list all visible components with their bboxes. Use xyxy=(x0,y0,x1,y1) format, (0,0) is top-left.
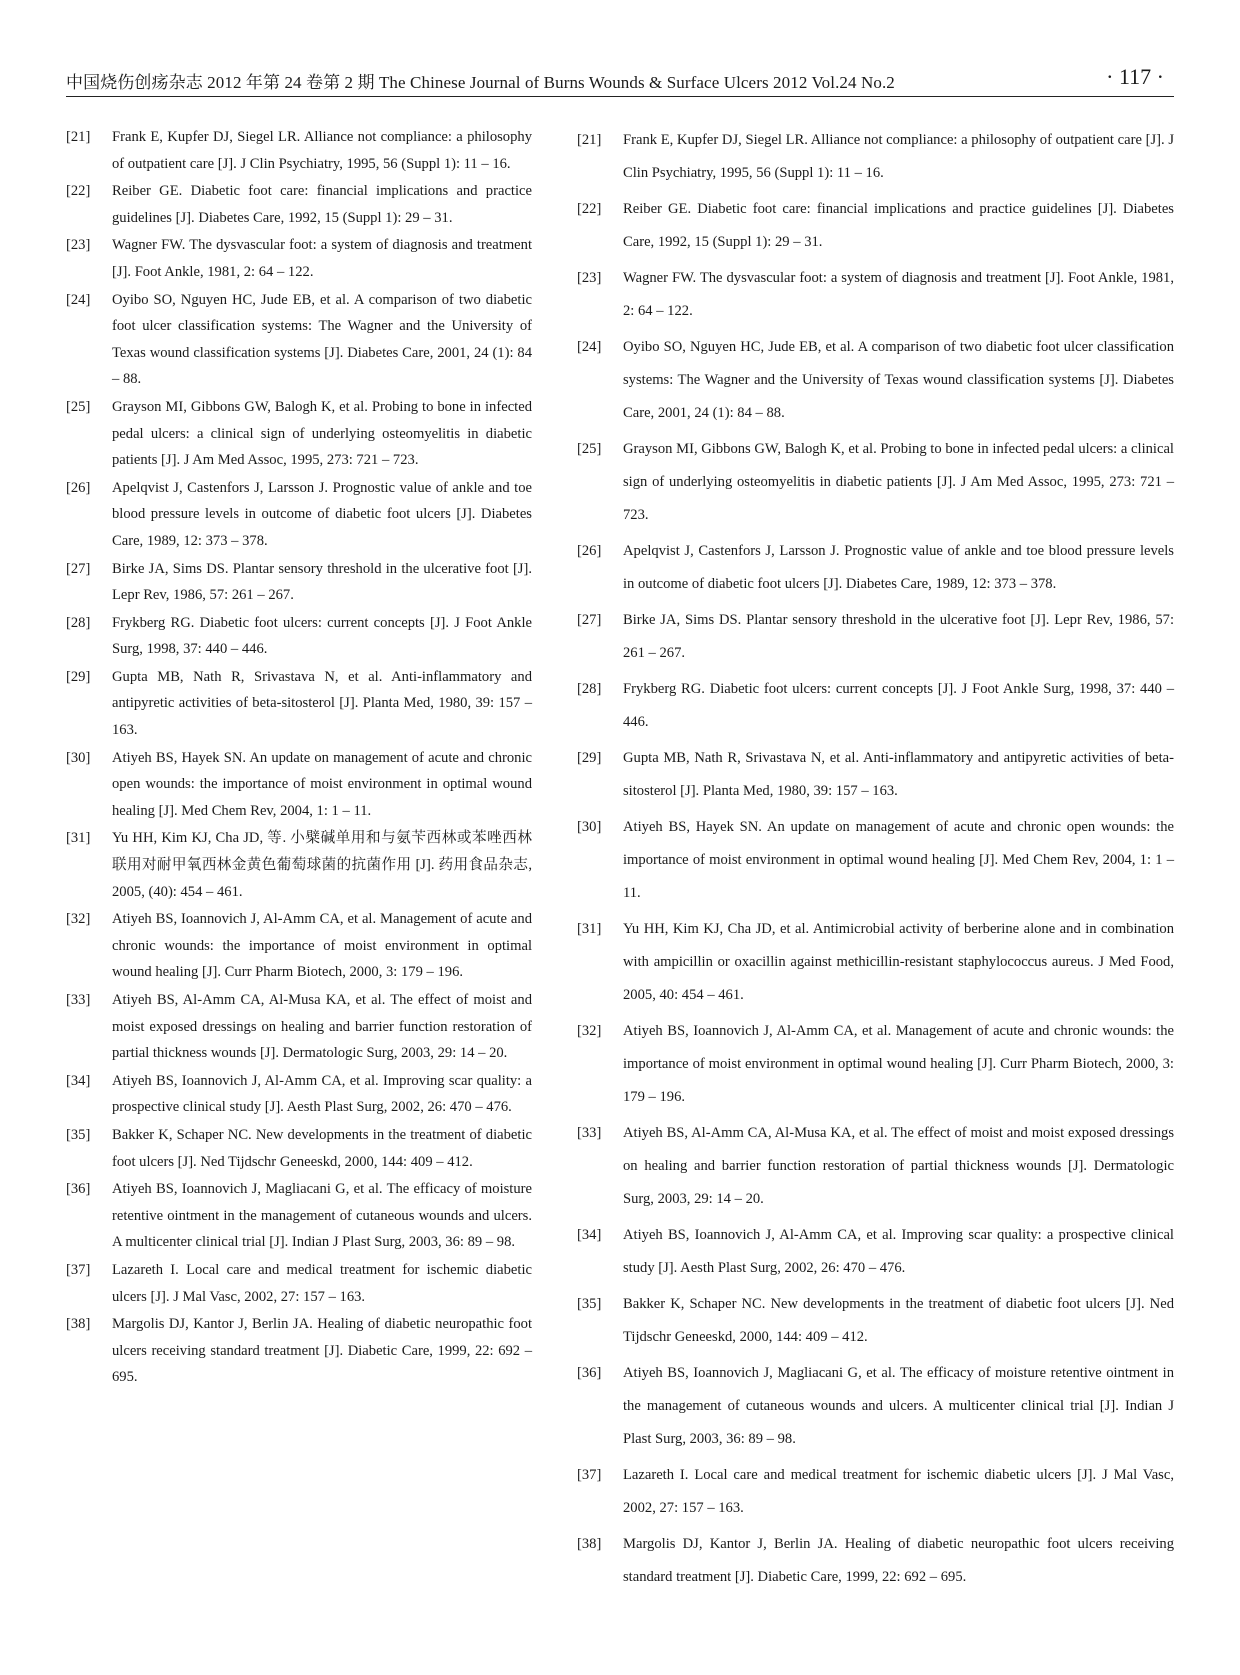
reference-text: Atiyeh BS, Ioannovich J, Al-Amm CA, et al. Management of acute and chronic wounds: the importance of moist environment in optimal wound healing [J]. Curr Pharm Biotech, 2000, 3: 179 – 196. xyxy=(112,911,532,981)
reference-entry xyxy=(577,193,1174,259)
reference-entry xyxy=(66,475,532,555)
reference-entry xyxy=(66,124,532,177)
reference-entry xyxy=(577,1459,1174,1525)
reference-entry xyxy=(66,1257,532,1310)
reference-number: [31] xyxy=(577,920,602,937)
reference-number: [38] xyxy=(66,1316,91,1333)
reference-text: Wagner FW. The dysvascular foot: a system of diagnosis and treatment [J]. Foot Ankle, 1981, 2: 64 – 122. xyxy=(112,237,532,280)
reference-number: [26] xyxy=(66,479,91,496)
reference-number: [25] xyxy=(66,398,91,415)
reference-text: Lazareth I. Local care and medical treatment for ischemic diabetic ulcers [J]. J Mal Vasc, 2002, 27: 157 – 163. xyxy=(112,1261,532,1305)
reference-entry xyxy=(66,825,532,905)
reference-number: [35] xyxy=(66,1126,91,1143)
reference-text: Wagner FW. The dysvascular foot: a system of diagnosis and treatment [J]. Foot Ankle, 1981, 2: 64 – 122. xyxy=(623,269,1174,320)
reference-entry xyxy=(66,1311,532,1391)
reference-entry xyxy=(66,987,532,1067)
reference-number: [27] xyxy=(577,611,602,628)
reference-number: [36] xyxy=(577,1364,602,1381)
reference-entry xyxy=(577,262,1174,328)
reference-number: [22] xyxy=(66,183,91,200)
reference-text: Grayson MI, Gibbons GW, Balogh K, et al. Probing to bone in infected pedal ulcers: a clinical sign of underlying osteomyelitis in diabetic patients [J]. J Am Med Assoc, 1995, 273: 721 – 723. xyxy=(112,398,532,469)
reference-number: [29] xyxy=(577,749,602,766)
reference-text: Frykberg RG. Diabetic foot ulcers: current concepts [J]. J Foot Ankle Surg, 1998, 37: 440 – 446. xyxy=(623,680,1174,730)
reference-number: [37] xyxy=(66,1261,91,1278)
reference-text: Atiyeh BS, Hayek SN. An update on management of acute and chronic open wounds: the importance of moist environment in optimal wound healing [J]. Med Chem Rev, 2004, 1: 1 – 11. xyxy=(623,818,1174,901)
reference-entry xyxy=(577,1219,1174,1285)
reference-entry xyxy=(577,124,1174,190)
reference-text: Atiyeh BS, Ioannovich J, Magliacani G, et al. The efficacy of moisture retentive ointment in the management of cutaneous wounds and ulcers. A multicenter clinical trial [J]. Indian J Plast Surg, 2003, 36: 89 – 98. xyxy=(112,1181,532,1251)
reference-entry xyxy=(66,394,532,474)
reference-number: [23] xyxy=(577,269,602,286)
reference-entry xyxy=(66,178,532,231)
reference-number: [28] xyxy=(577,680,602,697)
reference-entry xyxy=(577,433,1174,533)
reference-text: Margolis DJ, Kantor J, Berlin JA. Healing of diabetic neuropathic foot ulcers receiving standard treatment [J]. Diabetic Care, 1999, 22: 692 – 695. xyxy=(623,1535,1174,1586)
page-number: · 117 · xyxy=(1106,64,1164,89)
reference-text: Margolis DJ, Kantor J, Berlin JA. Healing of diabetic neuropathic foot ulcers receiving standard treatment [J]. Diabetic Care, 1999, 22: 692 – 695. xyxy=(112,1316,532,1386)
reference-text: Gupta MB, Nath R, Srivastava N, et al. Anti-inflammatory and antipyretic activities of beta-sitosterol [J]. Planta Med, 1980, 39: 157 – 163. xyxy=(623,749,1174,799)
reference-number: [37] xyxy=(577,1466,602,1483)
reference-number: [28] xyxy=(66,614,91,631)
reference-entry xyxy=(577,811,1174,911)
reference-number: [36] xyxy=(66,1181,91,1198)
reference-entry xyxy=(66,1068,532,1121)
reference-entry xyxy=(66,287,532,393)
reference-text: Atiyeh BS, Ioannovich J, Al-Amm CA, et al. Management of acute and chronic wounds: the importance of moist environment in optimal wound healing [J]. Curr Pharm Biotech, 2000, 3: 179 – 196. xyxy=(623,1022,1174,1106)
reference-number: [21] xyxy=(66,129,91,145)
reference-number: [32] xyxy=(577,1022,602,1039)
reference-list-right-column xyxy=(577,124,1174,1597)
reference-entry xyxy=(577,535,1174,601)
reference-text: Gupta MB, Nath R, Srivastava N, et al. Anti-inflammatory and antipyretic activities of beta-sitosterol [J]. Planta Med, 1980, 39: 157 – 163. xyxy=(112,668,532,739)
reference-entry xyxy=(66,556,532,609)
reference-text: Oyibo SO, Nguyen HC, Jude EB, et al. A comparison of two diabetic foot ulcer classification systems: The Wagner and the University of Texas wound classification systems [J]. Diabetes Care, 2001, 24 (1): 84 – 88. xyxy=(623,338,1174,422)
reference-entry xyxy=(66,906,532,986)
reference-number: [34] xyxy=(66,1072,91,1089)
reference-text: Atiyeh BS, Hayek SN. An update on management of acute and chronic open wounds: the importance of moist environment in optimal wound healing [J]. Med Chem Rev, 2004, 1: 1 – 11. xyxy=(112,749,532,819)
reference-text: Reiber GE. Diabetic foot care: financial implications and practice guidelines [J]. Diabetes Care, 1992, 15 (Suppl 1): 29 – 31. xyxy=(112,183,532,226)
reference-list-left-column xyxy=(66,124,532,1392)
reference-text: Apelqvist J, Castenfors J, Larsson J. Prognostic value of ankle and toe blood pressure levels in outcome of diabetic foot ulcers [J]. Diabetes Care, 1989, 12: 373 – 378. xyxy=(112,479,532,549)
reference-number: [22] xyxy=(577,200,602,217)
reference-entry xyxy=(577,331,1174,431)
reference-text: Yu HH, Kim KJ, Cha JD, et al. Antimicrobial activity of berberine alone and in combination with ampicillin or oxacillin against methicillin-resistant staphylococcus aureus. J Med Food, 2005, 40: 454 – 461. xyxy=(623,920,1174,1004)
reference-entry xyxy=(66,664,532,744)
reference-number: [31] xyxy=(66,830,91,847)
reference-text: Apelqvist J, Castenfors J, Larsson J. Prognostic value of ankle and toe blood pressure levels in outcome of diabetic foot ulcers [J]. Diabetes Care, 1989, 12: 373 – 378. xyxy=(623,542,1174,593)
reference-entry xyxy=(577,1015,1174,1115)
reference-entry xyxy=(66,232,532,285)
reference-number: [30] xyxy=(66,749,91,766)
reference-text: Frykberg RG. Diabetic foot ulcers: current concepts [J]. J Foot Ankle Surg, 1998, 37: 440 – 446. xyxy=(112,614,532,658)
reference-entry xyxy=(577,742,1174,808)
reference-number: [33] xyxy=(66,992,91,1008)
reference-text: Grayson MI, Gibbons GW, Balogh K, et al. Probing to bone in infected pedal ulcers: a clinical sign of underlying osteomyelitis in diabetic patients [J]. J Am Med Assoc, 1995, 273: 721 – 723. xyxy=(623,440,1174,524)
reference-number: [25] xyxy=(577,440,602,457)
reference-text: Atiyeh BS, Al-Amm CA, Al-Musa KA, et al. The effect of moist and moist exposed dressings on healing and barrier function restoration of partial thickness wounds [J]. Dermatologic Surg, 2003, 29: 14 – 20. xyxy=(623,1124,1174,1208)
reference-number: [33] xyxy=(577,1124,602,1141)
reference-entry xyxy=(577,1117,1174,1217)
reference-entry xyxy=(577,913,1174,1013)
reference-number: [29] xyxy=(66,668,91,685)
reference-number: [35] xyxy=(577,1295,602,1312)
journal-running-title: 中国烧伤创疡杂志 2012 年第 24 卷第 2 期 The Chinese Journal of Burns Wounds & Surface Ulcers 2012 Vol.24 No.2 xyxy=(66,73,895,92)
reference-entry xyxy=(66,745,532,825)
reference-number: [34] xyxy=(577,1227,602,1243)
reference-number: [21] xyxy=(577,132,602,148)
reference-number: [24] xyxy=(577,338,602,355)
reference-entry xyxy=(66,1176,532,1256)
reference-text: Frank E, Kupfer DJ, Siegel LR. Alliance not compliance: a philosophy of outpatient care [J]. J Clin Psychiatry, 1995, 56 (Suppl 1): 11 – 16. xyxy=(112,129,532,172)
reference-text: Atiyeh BS, Ioannovich J, Al-Amm CA, et al. Improving scar quality: a prospective clinical study [J]. Aesth Plast Surg, 2002, 26: 470 – 476. xyxy=(112,1072,532,1116)
reference-number: [24] xyxy=(66,291,91,308)
reference-entry xyxy=(577,1288,1174,1354)
reference-text: Oyibo SO, Nguyen HC, Jude EB, et al. A comparison of two diabetic foot ulcer classification systems: The Wagner and the University of Texas wound classification systems [J]. Diabetes Care, 2001, 24 (1): 84 – 88. xyxy=(112,291,532,388)
reference-text: Yu HH, Kim KJ, Cha JD, 等. 小檗碱单用和与氨苄西林或苯唑西林联用对耐甲氧西林金黄色葡萄球菌的抗菌作用 [J]. 药用食品杂志, 2005, (40): 454 – 461. xyxy=(112,830,532,900)
reference-text: Atiyeh BS, Al-Amm CA, Al-Musa KA, et al. The effect of moist and moist exposed dressings on healing and barrier function restoration of partial thickness wounds [J]. Dermatologic Surg, 2003, 29: 14 – 20. xyxy=(112,992,532,1062)
reference-text: Birke JA, Sims DS. Plantar sensory threshold in the ulcerative foot [J]. Lepr Rev, 1986, 57: 261 – 267. xyxy=(112,560,532,604)
reference-text: Atiyeh BS, Ioannovich J, Magliacani G, et al. The efficacy of moisture retentive ointment in the management of cutaneous wounds and ulcers. A multicenter clinical trial [J]. Indian J Plast Surg, 2003, 36: 89 – 98. xyxy=(623,1364,1174,1448)
reference-text: Bakker K, Schaper NC. New developments in the treatment of diabetic foot ulcers [J]. Ned Tijdschr Geneeskd, 2000, 144: 409 – 412. xyxy=(623,1295,1174,1346)
page-header xyxy=(66,66,1174,97)
reference-text: Birke JA, Sims DS. Plantar sensory threshold in the ulcerative foot [J]. Lepr Rev, 1986, 57: 261 – 267. xyxy=(623,611,1174,662)
reference-number: [38] xyxy=(577,1535,602,1552)
reference-entry xyxy=(66,610,532,663)
reference-number: [27] xyxy=(66,560,91,577)
reference-text: Lazareth I. Local care and medical treatment for ischemic diabetic ulcers [J]. J Mal Vasc, 2002, 27: 157 – 163. xyxy=(623,1466,1174,1517)
reference-number: [26] xyxy=(577,542,602,559)
reference-entry xyxy=(577,1528,1174,1594)
reference-entry xyxy=(577,1357,1174,1457)
reference-text: Reiber GE. Diabetic foot care: financial implications and practice guidelines [J]. Diabetes Care, 1992, 15 (Suppl 1): 29 – 31. xyxy=(623,200,1174,251)
reference-entry xyxy=(66,1122,532,1175)
reference-text: Frank E, Kupfer DJ, Siegel LR. Alliance not compliance: a philosophy of outpatient care [J]. J Clin Psychiatry, 1995, 56 (Suppl 1): 11 – 16. xyxy=(623,132,1174,182)
reference-text: Bakker K, Schaper NC. New developments in the treatment of diabetic foot ulcers [J]. Ned Tijdschr Geneeskd, 2000, 144: 409 – 412. xyxy=(112,1126,532,1170)
reference-number: [23] xyxy=(66,237,91,254)
reference-text: Atiyeh BS, Ioannovich J, Al-Amm CA, et al. Improving scar quality: a prospective clinical study [J]. Aesth Plast Surg, 2002, 26: 470 – 476. xyxy=(623,1227,1174,1277)
reference-entry xyxy=(577,673,1174,739)
reference-number: [30] xyxy=(577,818,602,835)
reference-entry xyxy=(577,604,1174,670)
reference-number: [32] xyxy=(66,911,91,928)
